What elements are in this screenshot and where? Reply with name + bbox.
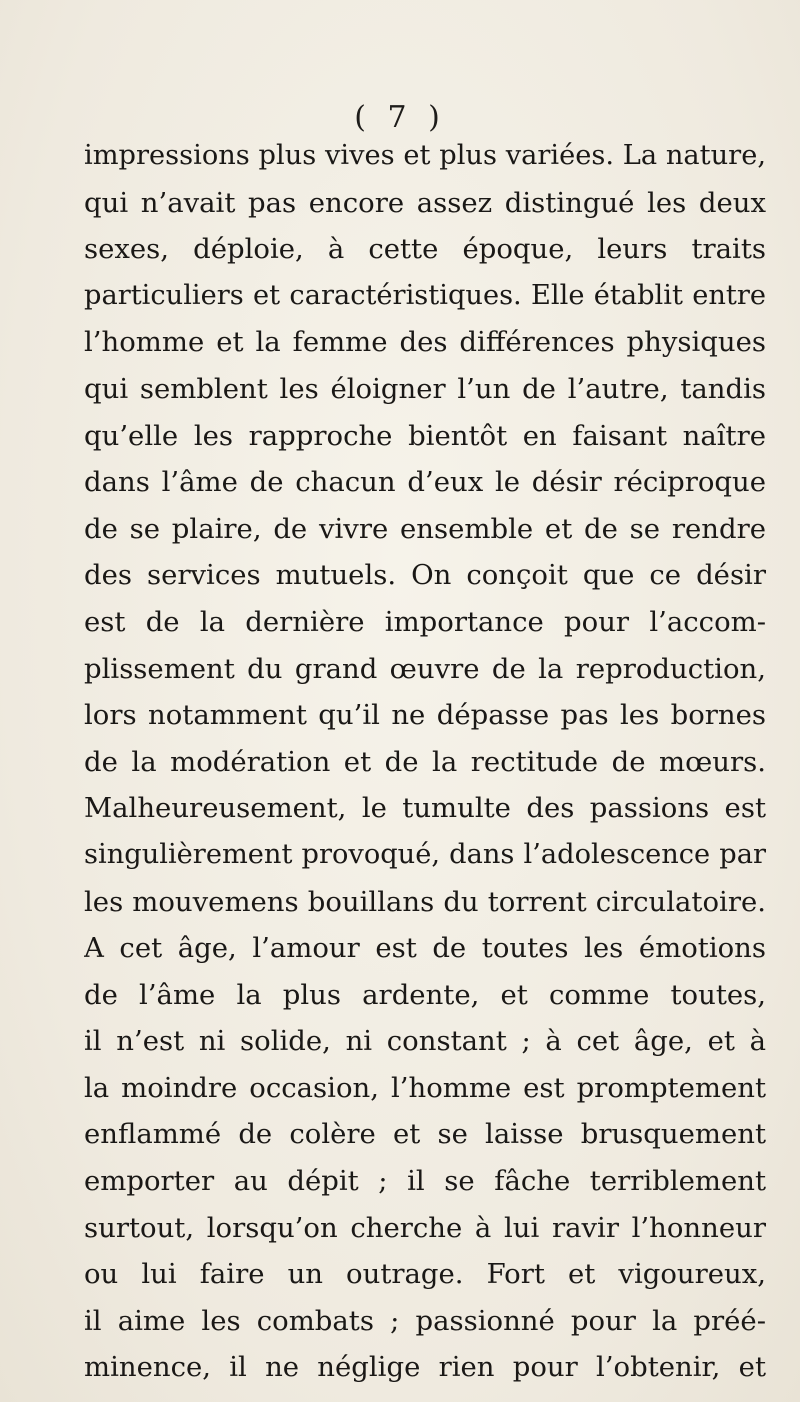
text-line: surtout, lorsqu’on cherche à lui ravir l’honneur: [84, 1211, 766, 1244]
text-line: la moindre occasion, l’homme est promptement: [84, 1071, 766, 1104]
text-line: les mouvemens bouillans du torrent circulatoire.: [84, 885, 766, 918]
text-line: qu’elle les rapproche bientôt en faisant naître: [84, 419, 766, 452]
text-line: enflammé de colère et se laisse brusquement: [84, 1118, 766, 1151]
text-line: lors notamment qu’il ne dépasse pas les bornes: [84, 699, 766, 732]
text-line: l’homme et la femme des différences physiques: [84, 326, 766, 359]
text-line: de l’âme la plus ardente, et comme toutes,: [84, 978, 766, 1011]
text-line: il aime les combats ; passionné pour la préé-: [84, 1304, 766, 1337]
text-line: sexes, déploie, à cette époque, leurs traits: [84, 233, 766, 266]
text-line: particuliers et caractéristiques. Elle établit entre: [84, 279, 766, 311]
text-line: il n’est ni solide, ni constant ; à cet âge, et à: [84, 1025, 766, 1058]
text-line: qui n’avait pas encore assez distingué les deux: [84, 186, 766, 219]
text-line: des services mutuels. On conçoit que ce désir: [84, 559, 766, 592]
text-line: singulièrement provoqué, dans l’adolescence par: [84, 838, 766, 870]
text-line: de la modération et de la rectitude de mœurs.: [84, 745, 766, 778]
page-number: ( 7 ): [354, 100, 446, 135]
text-line: A cet âge, l’amour est de toutes les émotions: [84, 932, 766, 965]
text-line: emporter au dépit ; il se fâche terriblement: [84, 1165, 766, 1198]
text-line: dans l’âme de chacun d’eux le désir réciproque: [84, 466, 766, 499]
text-line: ou lui faire un outrage. Fort et vigoureux,: [84, 1258, 766, 1291]
text-line: impressions plus vives et plus variées. La nature,: [84, 140, 766, 171]
text-line: Malheureusement, le tumulte des passions est: [84, 792, 766, 825]
text-line: minence, il ne néglige rien pour l’obtenir, et: [84, 1351, 766, 1384]
body-text: [84, 133, 766, 1391]
text-line: qui semblent les éloigner l’un de l’autre, tandis: [84, 372, 766, 405]
text-line: est de la dernière importance pour l’accom-: [84, 605, 766, 638]
text-line: plissement du grand œuvre de la reproduction,: [84, 652, 766, 685]
text-line: de se plaire, de vivre ensemble et de se rendre: [84, 512, 766, 545]
